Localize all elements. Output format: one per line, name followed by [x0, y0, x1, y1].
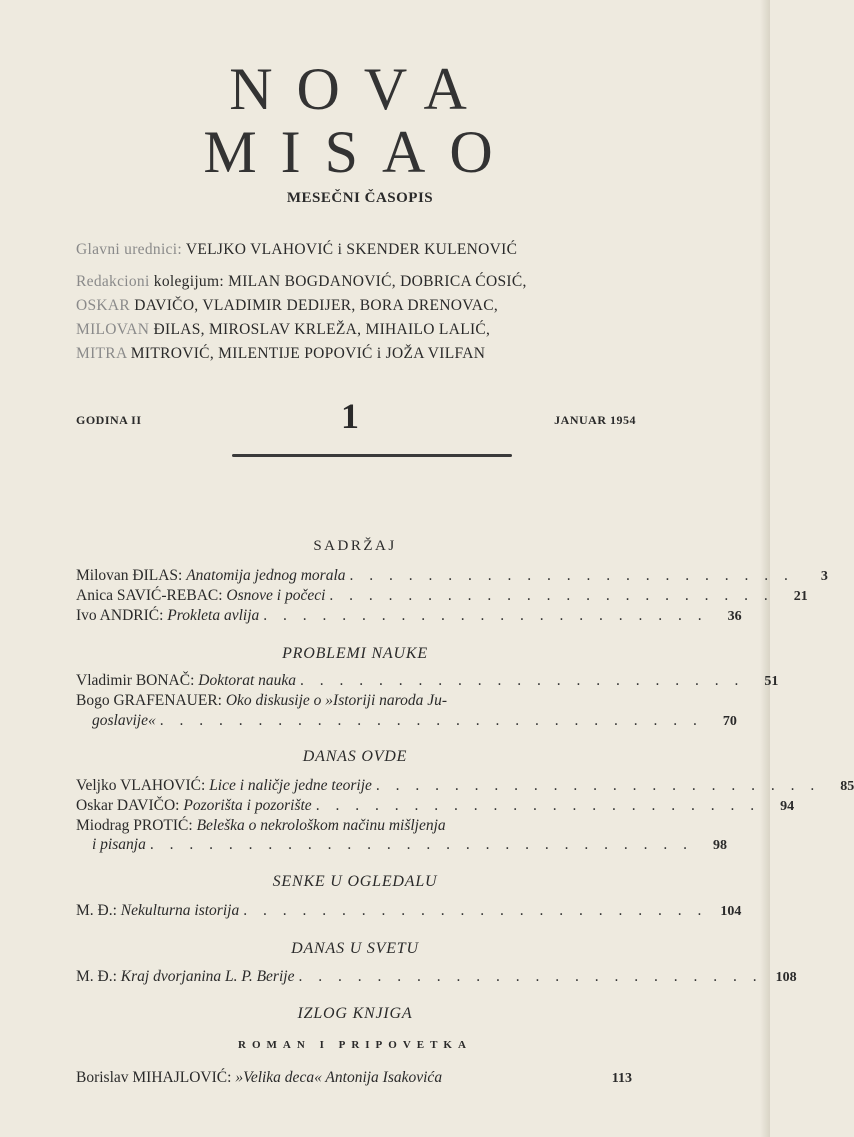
editors-line: [76, 241, 640, 259]
toc-author: Miodrag PROTIĆ:: [76, 817, 193, 834]
board-names-4: MITROVIĆ, MILENTIJE POPOVIĆ i JOŽA VILFAN: [130, 345, 486, 362]
toc-entry: [76, 797, 795, 815]
masthead-title-line1: NOVA: [229, 56, 491, 122]
divider-rule: [232, 454, 512, 457]
toc-page: 113: [611, 1071, 632, 1086]
editors-label: Glavni urednici:: [76, 241, 182, 258]
toc-title: »Velika deca« Antonija Isakovića: [235, 1069, 443, 1086]
issue-number: 1: [341, 396, 359, 436]
section-heading: DANAS OVDE: [302, 748, 408, 765]
toc-author: Bogo GRAFENAUER:: [76, 692, 222, 709]
board-names-2-faded: OSKAR: [76, 297, 131, 314]
toc-author: Ivo ANDRIĆ:: [76, 607, 164, 624]
toc-page: 36: [727, 609, 742, 624]
toc-page: 108: [775, 970, 797, 985]
board-names-4-faded: MITRA: [76, 345, 127, 362]
toc-author: Vladimir BONAČ:: [76, 672, 195, 689]
toc-entry: [76, 567, 828, 585]
toc-title: Kraj dvorjanina L. P. Berije: [120, 968, 295, 985]
toc-title-continued: i pisanja: [92, 836, 146, 853]
dot-leader: . . . . . . . . . . . . . . . . . . . . . . . . . . . .: [159, 712, 703, 729]
toc-author: Veljko VLAHOVIĆ:: [76, 777, 206, 794]
toc-title: Anatomija jednog morala: [186, 567, 346, 584]
board-line-2: [76, 297, 640, 315]
toc-title: Osnove i počeci: [226, 587, 326, 604]
toc-entry-continued: [92, 836, 727, 854]
section-heading: PROBLEMI NAUKE: [282, 645, 428, 662]
toc-title: Oko diskusije o »Istoriji naroda Ju-: [225, 692, 447, 709]
toc-page: 70: [722, 714, 737, 729]
issue-info: [76, 395, 636, 435]
toc-entry: [76, 672, 779, 690]
dot-leader: . . . . . . . . . . . . . . . . . . . . . . .: [300, 672, 745, 689]
board-names-3-faded: MILOVAN: [76, 321, 150, 338]
contents-heading: SADRŽAJ: [313, 538, 397, 554]
toc-author: Oskar DAVIČO:: [76, 797, 180, 814]
toc-title: Lice i naličje jedne teorije: [209, 777, 372, 794]
toc-entry: [76, 777, 854, 795]
board-line-1: [76, 273, 640, 291]
board-names-2: DAVIČO, VLADIMIR DEDIJER, BORA DRENOVAC,: [134, 297, 499, 314]
toc-entry: [76, 587, 808, 605]
section-heading: SENKE U OGLEDALU: [272, 873, 438, 890]
board-line-4: [76, 345, 640, 363]
toc-entry: [76, 817, 632, 835]
dot-leader: . . . . . . . . . . . . . . . . . . . . . . .: [375, 777, 821, 794]
board-label: Redakcioni: [76, 273, 150, 290]
toc-page: 85: [840, 779, 854, 794]
board-line-3: [76, 321, 640, 339]
dot-leader: . . . . . . . . . . . . . . . . . . . . . . . . . . . .: [149, 836, 693, 853]
toc-author: Borislav MIHAJLOVIĆ:: [76, 1069, 232, 1086]
board-names-1: kolegijum: MILAN BOGDANOVIĆ, DOBRICA ĆOSIĆ,: [153, 273, 527, 290]
toc-author: Milovan ĐILAS:: [76, 567, 183, 584]
section-heading: DANAS U SVETU: [291, 940, 419, 957]
toc-entry: [76, 968, 797, 986]
toc-title: Doktorat nauka: [198, 672, 297, 689]
section-heading: IZLOG KNJIGA: [297, 1005, 413, 1022]
issue-date: JANUAR 1954: [554, 413, 636, 427]
issue-year: GODINA II: [76, 413, 142, 427]
dot-leader: . . . . . . . . . . . . . . . . . . . . . . .: [349, 567, 794, 584]
toc-entry-continued: [92, 712, 737, 730]
toc-page: 94: [780, 799, 795, 814]
dot-leader: . . . . . . . . . . . . . . . . . . . . . . .: [263, 607, 708, 624]
masthead-title-line2: MISAO: [203, 119, 517, 185]
section-subheading: ROMAN I PRIPOVETKA: [238, 1039, 472, 1051]
toc-page: 51: [764, 674, 779, 689]
toc-page: 104: [720, 904, 742, 919]
board-names-3: ĐILAS, MIROSLAV KRLEŽA, MIHAILO LALIĆ,: [153, 321, 491, 338]
toc-entry: [76, 1069, 632, 1087]
dot-leader: . . . . . . . . . . . . . . . . . . . . . . . .: [243, 902, 708, 919]
toc-entry: [76, 692, 632, 710]
toc-page: 98: [712, 838, 727, 853]
masthead-subtitle: MESEČNI ČASOPIS: [286, 190, 434, 206]
toc-title: Nekulturna istorija: [120, 902, 240, 919]
toc-title-continued: goslavije«: [92, 712, 156, 729]
toc-entry: [76, 607, 742, 625]
toc-page: 3: [820, 569, 828, 584]
editors-names: VELJKO VLAHOVIĆ i SKENDER KULENOVIĆ: [185, 241, 518, 258]
dot-leader: . . . . . . . . . . . . . . . . . . . . . . .: [329, 587, 774, 604]
toc-author: M. Đ.:: [76, 968, 117, 985]
toc-title: Pozorišta i pozorište: [183, 797, 312, 814]
dot-leader: . . . . . . . . . . . . . . . . . . . . . . .: [315, 797, 761, 814]
dot-leader: . . . . . . . . . . . . . . . . . . . . . . . .: [298, 968, 763, 985]
toc-title: Beleška o nekrološkom načinu mišljenja: [196, 817, 446, 834]
toc-author: Anica SAVIĆ-REBAC:: [76, 587, 223, 604]
toc-title: Prokleta avlija: [167, 607, 260, 624]
toc-page: 21: [793, 589, 808, 604]
toc-author: M. Đ.:: [76, 902, 117, 919]
toc-entry: [76, 902, 742, 920]
